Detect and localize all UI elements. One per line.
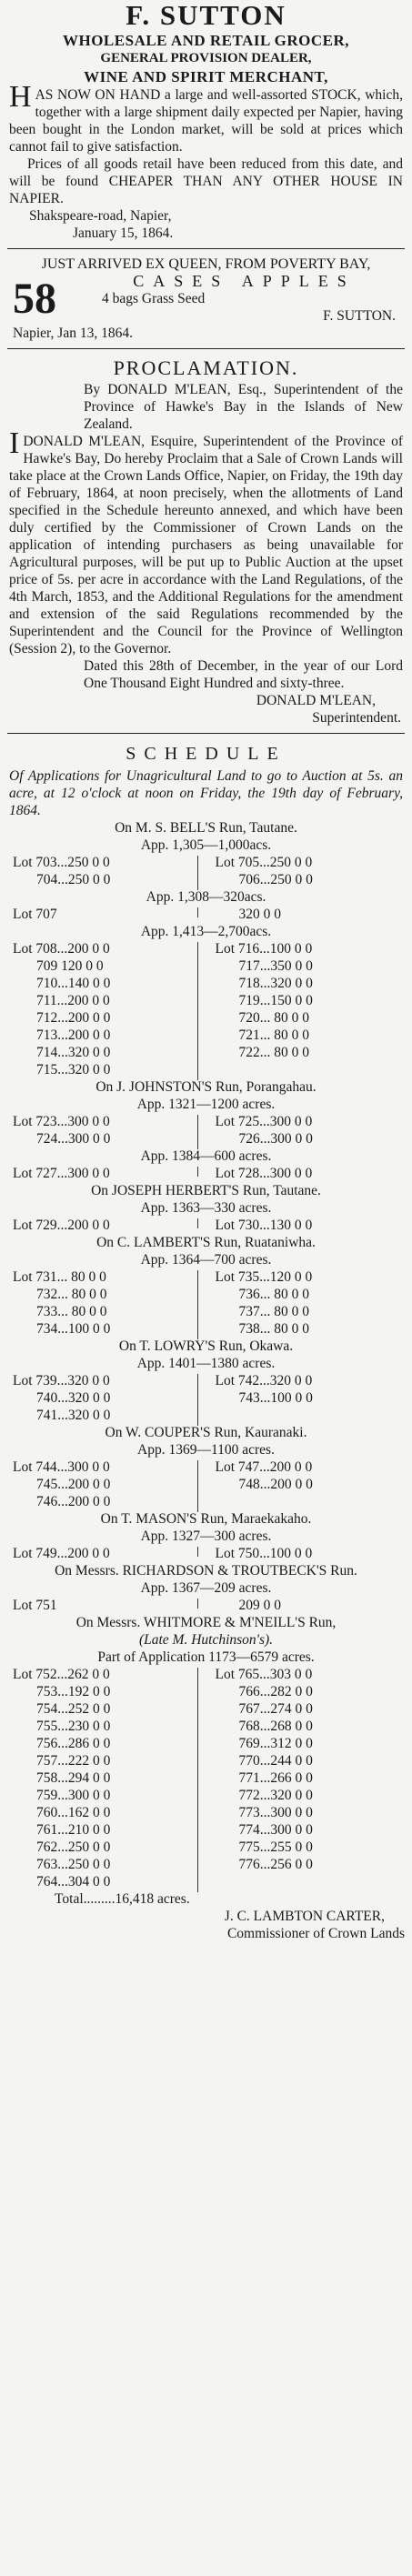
column-divider [197, 906, 216, 923]
lot-entry: 745...200 0 0 [36, 1477, 111, 1492]
schedule [0, 740, 412, 1942]
lot-column-right [216, 940, 400, 1078]
lot-table [0, 1545, 412, 1562]
lot-entry: 770...244 0 0 [238, 1753, 313, 1769]
run-heading: On J. JOHNSTON'S Run, Porangahau. [95, 1079, 317, 1095]
run-heading: On T. LOWRY'S Run, Okawa. [118, 1338, 294, 1354]
run-note: (Late M. Hutchinson's). [138, 1632, 274, 1648]
lot-entry: 733... 80 0 0 [36, 1304, 107, 1319]
lot-entry: 766...282 0 0 [238, 1684, 313, 1699]
lot-entry: 776...256 0 0 [238, 1857, 313, 1872]
lot-entry: 771...266 0 0 [238, 1770, 313, 1786]
schedule-sections [0, 819, 412, 1890]
lot-entry: 724...300 0 0 [36, 1131, 111, 1147]
lot-column-right [216, 906, 400, 923]
lot-column-left [13, 940, 197, 1078]
lot-entry: Lot 742...320 0 0 [215, 1373, 313, 1388]
lot-entry: Lot 735...120 0 0 [215, 1269, 313, 1285]
divider [7, 348, 405, 349]
application-line: App. 1,305—1,000acs. [140, 837, 272, 853]
lot-entry: 763...250 0 0 [36, 1857, 111, 1872]
lot-entry: Lot 705...250 0 0 [215, 855, 313, 870]
lot-entry: 719...150 0 0 [238, 993, 313, 1008]
application-line: App. 1364—700 acres. [140, 1252, 272, 1268]
proclamation-title: PROCLAMATION. [113, 356, 299, 379]
lot-entry: 209 0 0 [238, 1598, 281, 1613]
arrival-headline: JUST ARRIVED EX QUEEN, FROM POVERTY BAY, [41, 256, 371, 272]
lot-entry: 717...350 0 0 [238, 958, 313, 974]
divider [7, 733, 405, 734]
lot-entry: 754...252 0 0 [36, 1701, 111, 1717]
lot-entry: 746...200 0 0 [36, 1494, 111, 1509]
lot-table [0, 1666, 412, 1890]
lot-entry: 738... 80 0 0 [238, 1321, 309, 1337]
lot-table [0, 1165, 412, 1182]
arrival-quantity: 58 [13, 274, 56, 323]
lot-column-left [13, 854, 197, 888]
lot-entry: 759...300 0 0 [36, 1788, 111, 1803]
lot-entry: 761...210 0 0 [36, 1822, 111, 1838]
lot-column-left [13, 1113, 197, 1148]
lot-column-right [216, 1545, 400, 1562]
business-line-3: WINE AND SPIRIT MERCHANT, [84, 68, 328, 85]
business-line-2: GENERAL PROVISION DEALER, [100, 51, 312, 65]
lot-entry: 775...255 0 0 [238, 1839, 313, 1855]
lot-entry: Lot 729...200 0 0 [13, 1218, 110, 1233]
lot-table [0, 1113, 412, 1148]
proclamation-signatory-title: Superintendent. [312, 710, 401, 726]
lot-entry: Lot 744...300 0 0 [13, 1459, 110, 1475]
lot-entry: 755...230 0 0 [36, 1719, 111, 1734]
lot-entry: Lot 751 [13, 1598, 57, 1613]
schedule-intro: Of Applications for Unagricultural Land to go to Auction at 5s. an acre, at 12 o'clock at noon on Friday, the 19th day of February, 1864. [9, 768, 403, 818]
lot-entry: 773...300 0 0 [238, 1805, 313, 1820]
run-heading: On Messrs. RICHARDSON & TROUTBECK'S Run. [55, 1563, 357, 1579]
run-heading: On T. MASON'S Run, Maraekakaho. [100, 1511, 312, 1527]
proclamation [0, 356, 412, 727]
column-divider [197, 1268, 216, 1338]
application-line: App. 1363—330 acres. [140, 1200, 272, 1216]
schedule-signatory-title: Commissioner of Crown Lands [226, 1926, 405, 1941]
lot-entry: 714...320 0 0 [36, 1045, 111, 1060]
arrival-goods: CASES APPLES [133, 272, 356, 290]
lot-entry: 706...250 0 0 [238, 872, 313, 887]
lot-entry: Lot 723...300 0 0 [13, 1114, 110, 1129]
lot-entry: 736... 80 0 0 [238, 1287, 309, 1302]
column-divider [197, 1372, 216, 1424]
schedule-title: SCHEDULE [126, 744, 286, 764]
lot-entry: 767...274 0 0 [238, 1701, 313, 1717]
lot-column-right [216, 1165, 400, 1182]
arrival-goods-row [0, 273, 412, 325]
lot-table [0, 940, 412, 1078]
column-divider [197, 854, 216, 888]
address: Shakspeare-road, Napier, [29, 208, 172, 224]
lot-table [0, 906, 412, 923]
run-heading: On JOSEPH HERBERT'S Run, Tautane. [91, 1183, 321, 1198]
column-divider [197, 1165, 216, 1182]
lot-column-left [13, 1372, 197, 1424]
proclamation-by: By DONALD M'LEAN, Esq., Superintendent of the Province of Hawke's Bay in the Islands of New Zealand. [84, 382, 403, 432]
lot-table [0, 1268, 412, 1338]
lot-entry: 740...320 0 0 [36, 1390, 111, 1406]
lot-entry: 320 0 0 [238, 907, 281, 922]
lot-entry: 722... 80 0 0 [238, 1045, 309, 1060]
lot-entry: 721... 80 0 0 [238, 1027, 309, 1043]
lot-entry: 760...162 0 0 [36, 1805, 111, 1820]
lot-entry: 758...294 0 0 [36, 1770, 111, 1786]
lot-entry: 734...100 0 0 [36, 1321, 111, 1337]
lot-entry: 737... 80 0 0 [238, 1304, 309, 1319]
lot-entry: 748...200 0 0 [238, 1477, 313, 1492]
lot-column-right [216, 854, 400, 888]
lot-entry: 720... 80 0 0 [238, 1010, 309, 1026]
run-heading: On Messrs. WHITMORE & M'NEILL'S Run, [75, 1615, 337, 1630]
lot-column-left [13, 1597, 197, 1614]
sutton-advertisement [0, 0, 412, 242]
lot-column-right [216, 1458, 400, 1510]
lot-entry: 709 120 0 0 [36, 958, 104, 974]
lot-entry: 726...300 0 0 [238, 1131, 313, 1147]
lot-entry: 774...300 0 0 [238, 1822, 313, 1838]
arrival-extra: 4 bags Grass Seed [102, 291, 206, 306]
lot-entry: 768...268 0 0 [238, 1719, 313, 1734]
application-line: App. 1327—300 acres. [140, 1529, 272, 1544]
lot-column-left [13, 1545, 197, 1562]
lot-entry: Lot 716...100 0 0 [215, 941, 313, 957]
lot-entry: 764...304 0 0 [36, 1874, 111, 1889]
run-heading: On M. S. BELL'S Run, Tautane. [115, 820, 297, 836]
application-line: App. 1,413—2,700acs. [140, 924, 272, 939]
lot-entry: 712...200 0 0 [36, 1010, 111, 1026]
lot-entry: 756...286 0 0 [36, 1736, 111, 1751]
arrival-date: Napier, Jan 13, 1864. [13, 326, 133, 341]
lot-entry: Lot 708...200 0 0 [13, 941, 110, 957]
proclamation-body: IDONALD M'LEAN, Esquire, Superintendent of the Province of Hawke's Bay, Do hereby Proclaim that a Sale of Crown Lands will take place at the Crown Lands Office, Napier, on Friday, the 19th day of February, 1864, at noon precisely, when the allotments of Land specified in the Schedule hereunto annexed, and which have been duly certified by the Commissioner of Crown Lands on the application of intending purchasers as being unavailable for Agricultural purposes, will be put up to Public Auction at the upset price of 5s. per acre in accordance with the Land Regulations, of the 4th March, 1853, and the Additional Regulations for the amendment and extension of the said Regulations recommended by the Superintendent and the Council for the Province of Wellington (Session 2), to the Governor. [9, 426, 403, 657]
lot-table [0, 1458, 412, 1510]
application-line: Part of Application 1173—6579 acres. [97, 1649, 315, 1665]
application-line: App. 1321—1200 acres. [136, 1097, 276, 1112]
lot-entry: 718...320 0 0 [238, 976, 313, 991]
lot-entry: Lot 725...300 0 0 [215, 1114, 313, 1129]
column-divider [197, 1458, 216, 1510]
divider [7, 248, 405, 249]
lot-entry: Lot 739...320 0 0 [13, 1373, 110, 1388]
lot-entry: Lot 747...200 0 0 [215, 1459, 313, 1475]
lot-entry: Lot 731... 80 0 0 [13, 1269, 106, 1285]
schedule-signatory: J. C. LAMBTON CARTER, [224, 1909, 385, 1924]
proclamation-signatory: DONALD M'LEAN, [256, 693, 376, 708]
lot-column-left [13, 1217, 197, 1234]
lot-entry: Lot 765...303 0 0 [215, 1667, 313, 1682]
arrival-advertisement [0, 256, 412, 342]
lot-table [0, 1372, 412, 1424]
lot-entry: 713...200 0 0 [36, 1027, 111, 1043]
lot-column-right [216, 1597, 400, 1614]
lot-column-left [13, 1165, 197, 1182]
lot-entry: 772...320 0 0 [238, 1788, 313, 1803]
lot-column-left [13, 1458, 197, 1510]
column-divider [197, 1666, 216, 1890]
run-heading: On C. LAMBERT'S Run, Ruataniwha. [96, 1235, 316, 1250]
lot-entry: 743...100 0 0 [238, 1390, 313, 1406]
lot-entry: 769...312 0 0 [238, 1736, 313, 1751]
lot-table [0, 1217, 412, 1234]
lot-column-left [13, 1268, 197, 1338]
application-line: App. 1,308—320acs. [146, 889, 266, 905]
lot-column-left [13, 1666, 197, 1890]
application-line: App. 1384—600 acres. [140, 1148, 272, 1164]
lot-entry: Lot 749...200 0 0 [13, 1546, 110, 1561]
lot-entry: 715...320 0 0 [36, 1062, 111, 1078]
column-divider [197, 1597, 216, 1614]
application-line: App. 1369—1100 acres. [137, 1442, 275, 1458]
arrival-signature: F. SUTTON. [323, 308, 396, 324]
column-divider [197, 1217, 216, 1234]
lot-entry: Lot 750...100 0 0 [215, 1546, 313, 1561]
schedule-total: Total.........16,418 acres. [55, 1891, 190, 1907]
lot-entry: 762...250 0 0 [36, 1839, 111, 1855]
advertiser-name: F. SUTTON [126, 0, 286, 31]
lot-entry: Lot 728...300 0 0 [215, 1166, 313, 1181]
column-divider [197, 940, 216, 1078]
price-notice: Prices of all goods retail have been reduced from this date, and will be found CHEAPER THAN ANY OTHER HOUSE IN NAPIER. [9, 156, 403, 206]
ad-date: January 15, 1864. [73, 226, 174, 241]
lot-entry: 711...200 0 0 [36, 993, 110, 1008]
column-divider [197, 1545, 216, 1562]
lot-entry: 704...250 0 0 [36, 872, 111, 887]
application-line: App. 1367—209 acres. [140, 1580, 272, 1596]
lot-entry: Lot 727...300 0 0 [13, 1166, 110, 1181]
lot-entry: 732... 80 0 0 [36, 1287, 107, 1302]
lot-entry: Lot 730...130 0 0 [215, 1218, 313, 1233]
lot-column-right [216, 1268, 400, 1338]
lot-entry: 741...320 0 0 [36, 1408, 111, 1423]
lot-entry: Lot 752...262 0 0 [13, 1667, 110, 1682]
lot-entry: Lot 707 [13, 907, 57, 922]
lot-column-left [13, 906, 197, 923]
lot-entry: 757...222 0 0 [36, 1753, 111, 1769]
lot-table [0, 1597, 412, 1614]
column-divider [197, 1113, 216, 1148]
proclamation-dated: Dated this 28th of December, in the year of our Lord One Thousand Eight Hundred and sixty-three. [84, 658, 403, 691]
stock-notice: HAS NOW ON HAND a large and well-assorted STOCK, which, together with a large shipment daily expected per Napier, having been bought in the London market, will be sold at prices which cannot fail to give satisfaction. [9, 80, 403, 155]
lot-column-right [216, 1666, 400, 1890]
lot-entry: 710...140 0 0 [36, 976, 111, 991]
application-line: App. 1401—1380 acres. [136, 1356, 276, 1371]
lot-table [0, 854, 412, 888]
lot-entry: 753...192 0 0 [36, 1684, 111, 1699]
lot-entry: Lot 703...250 0 0 [13, 855, 110, 870]
run-heading: On W. COUPER'S Run, Kauranaki. [105, 1425, 307, 1440]
lot-column-right [216, 1217, 400, 1234]
lot-column-right [216, 1113, 400, 1148]
business-line-1: WHOLESALE AND RETAIL GROCER, [62, 32, 350, 49]
lot-column-right [216, 1372, 400, 1424]
